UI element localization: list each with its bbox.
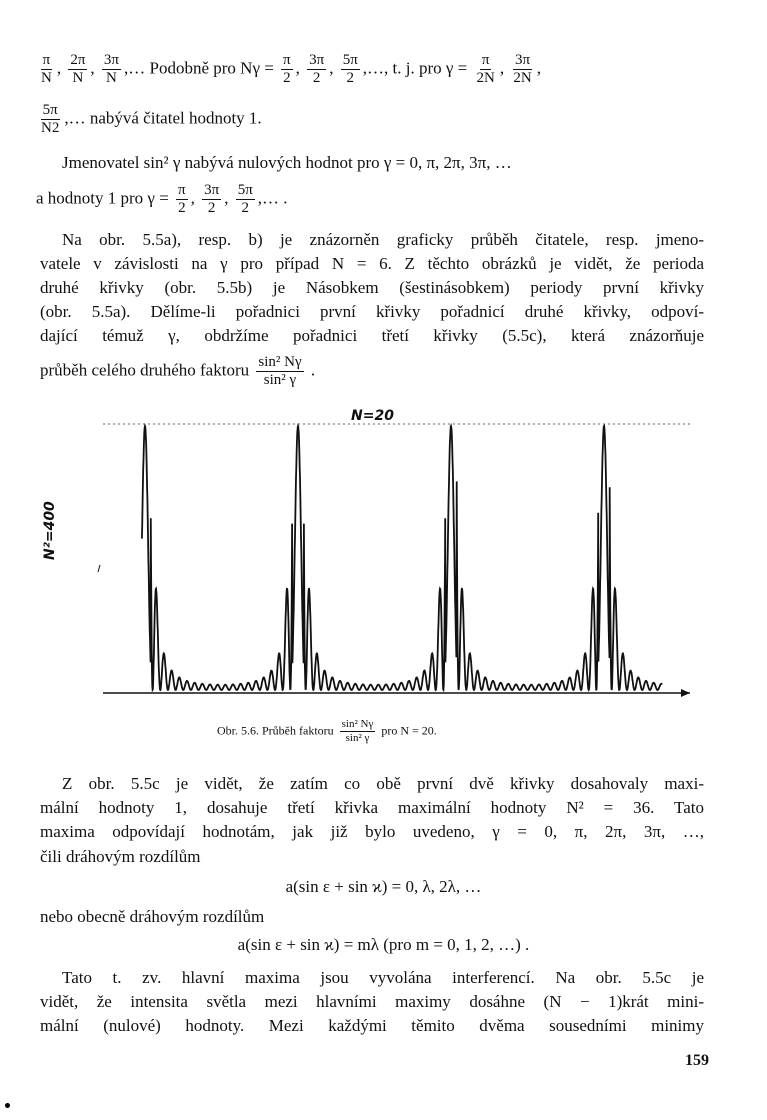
text-span: průběh celého druhého faktoru — [40, 360, 250, 380]
fraction: $\frac{\text{sin² Nγ}}{\text{sin² γ}}$ — [258, 354, 302, 388]
text-span: a hodnoty 1 pro γ = — [36, 188, 169, 208]
paragraph-line: vatele v závislosti na γ pro případ N = 6. Z těchto obrázků je vidět, že perioda — [40, 254, 704, 273]
formula-line-3: a hodnoty 1 pro γ = $\frac{\pi}{2}$ , $\frac{3\pi}{2}$ , $\frac{5\pi}{2}$ ,… . — [36, 182, 288, 216]
formula-line-2: $\frac{5\pi}{N2}$ ,… nabývá čitatel hodnoty 1. — [41, 102, 262, 136]
text-span: nabývá čitatel hodnoty 1. — [89, 108, 262, 128]
fraction: $\frac{5\pi}{2}$ — [237, 182, 253, 216]
paragraph-line: Na obr. 5.5a), resp. b) je znázorněn graficky průběh čitatele, resp. jmeno- — [62, 230, 704, 249]
text-span: Podobně pro Nγ = — [149, 58, 274, 78]
formula-line-4: průběh celého druhého faktoru $\frac{\text{sin² Nγ}}{\text{sin² γ}}$ . — [40, 354, 316, 388]
equation: a(sin ε + sin ϰ) = 0, λ, 2λ, … — [285, 877, 482, 896]
axis-tick — [98, 565, 100, 572]
fraction: $\frac{3\pi}{2}$ — [309, 52, 325, 86]
paragraph-line: Z obr. 5.5c je vidět, že zatím co obě první dvě křivky dosahovaly maxi- — [62, 774, 704, 793]
fraction: $\frac{\pi}{2}$ — [178, 182, 186, 216]
figure-label-n2: N²=400 — [42, 501, 58, 560]
paragraph-line: mální (nulové) hodnoty. Mezi každými těmito dvěma sousedními minimy — [40, 1016, 704, 1035]
fraction: $\frac{5\pi}{N2}$ — [41, 102, 60, 136]
paragraph-line: nebo obecně dráhovým rozdílům — [40, 907, 265, 926]
caption-text: Obr. 5.6. Průběh faktoru — [217, 723, 334, 738]
axis-arrow-icon — [681, 689, 690, 697]
fraction: $\frac{\pi}{2}$ — [283, 52, 291, 86]
fraction: $\frac{5\pi}{2}$ — [342, 52, 358, 86]
text-span: t. j. pro γ = — [392, 58, 468, 78]
fraction: $\frac{\pi}{2N}$ — [476, 52, 495, 86]
paragraph-line: Jmenovatel sin² γ nabývá nulových hodnot pro γ = 0, π, 2π, 3π, … — [62, 153, 512, 172]
figure-label-n: N=20 — [351, 408, 394, 424]
fraction: $\frac{\text{sin² Nγ}}{\text{sin² γ}}$ — [341, 718, 374, 744]
fraction: $\frac{\pi}{N}$ — [41, 52, 52, 86]
paragraph-line: čili dráhovým rozdílům — [40, 847, 201, 866]
fraction: $\frac{3\pi}{N}$ — [103, 52, 119, 86]
fraction: $\frac{2\pi}{N}$ — [70, 52, 86, 86]
stray-mark — [5, 1103, 10, 1108]
intensity-curve — [142, 426, 662, 690]
equation: a(sin ε + sin ϰ) = mλ (pro m = 0, 1, 2, …) . — [237, 935, 530, 954]
paragraph-line: druhé křivky (obr. 5.5b) je Násobkem (šestinásobkem) periody první křivky — [40, 278, 704, 297]
paragraph-line: Tato t. zv. hlavní maxima jsou vyvolána interferencí. Na obr. 5.5c je — [62, 968, 704, 987]
figure-caption — [217, 718, 437, 745]
paragraph-line: vidět, že intensita světla mezi hlavními maximy dosáhne (N − 1)krát mini- — [40, 992, 704, 1011]
paragraph-line: (obr. 5.5a). Dělíme-li pořadnici první křivky pořadnicí druhé křivky, odpoví- — [40, 302, 704, 321]
paragraph-line: mální hodnoty 1, dosahuje třetí křivka maximální hodnoty N² = 36. Tato — [40, 798, 704, 817]
fraction: $\frac{3\pi}{2N}$ — [513, 52, 532, 86]
fraction: $\frac{3\pi}{2}$ — [204, 182, 220, 216]
paragraph-line: maxima odpovídají hodnotám, jak již bylo uvedeno, γ = 0, π, 2π, 3π, …, — [40, 822, 704, 841]
paragraph-line: dající témuž γ, obdržíme pořadnici třetí křivky (5.5c), která znázorňuje — [40, 326, 704, 345]
formula-line-1: $\frac{\pi}{N}$ , $\frac{2\pi}{N}$ , $\frac{3\pi}{N}$ ,… Podobně pro Nγ = $\frac{\pi}{2}$ , $\frac{3\pi}{2}$ , $\frac{5\pi}{2}$ ,…, t. j. pro γ = $\frac{\pi}{2N}$ , $\frac{3\pi}{2N}$ , — [41, 52, 541, 86]
caption-text: pro N = 20. — [381, 723, 437, 738]
page-number: 159 — [685, 1052, 709, 1069]
